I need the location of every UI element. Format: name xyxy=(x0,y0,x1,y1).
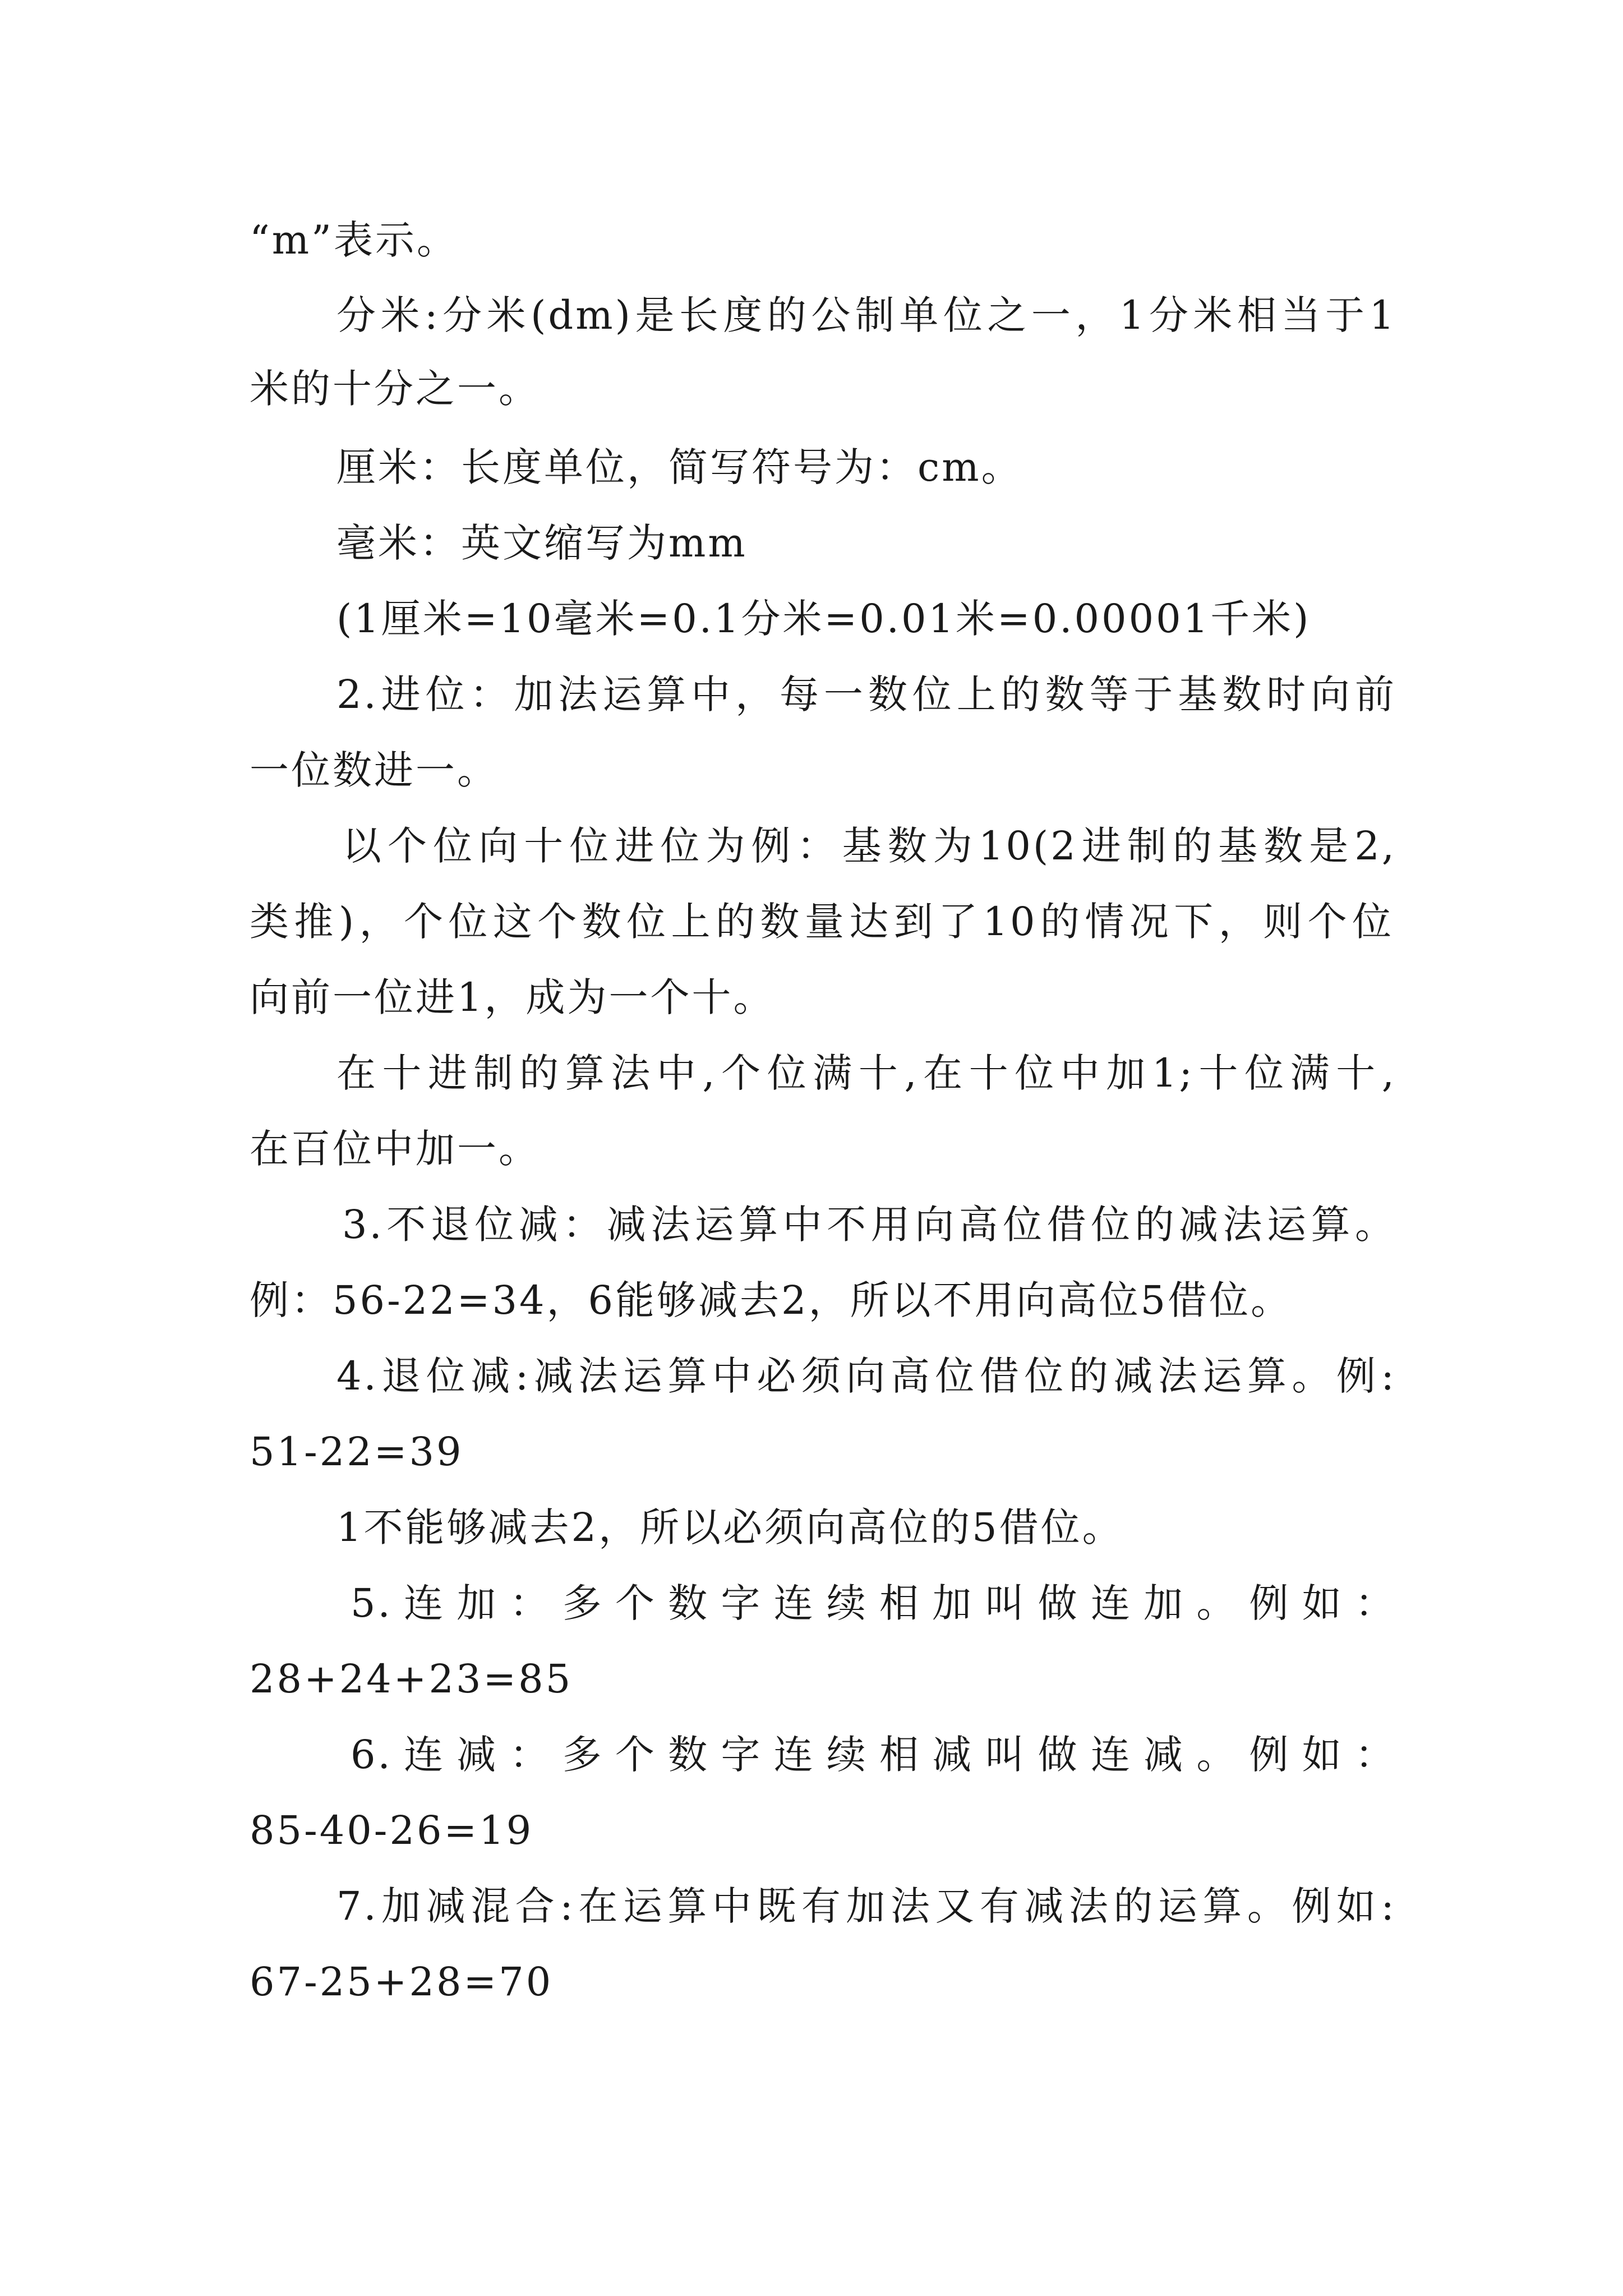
text-line: 5.连加：多个数字连续相加叫做连加。例如： xyxy=(351,1580,1396,1626)
text-line: 51-22=39 xyxy=(250,1429,464,1475)
text-line: 1不能够减去2，所以必须向高位的5借位。 xyxy=(336,1504,1124,1550)
text-line: 85-40-26=19 xyxy=(250,1807,534,1853)
text-line: 向前一位进1，成为一个十。 xyxy=(250,974,775,1020)
text-line: 7.加减混合:在运算中既有加法又有减法的运算。例如: xyxy=(336,1883,1396,1929)
text-line: 28+24+23=85 xyxy=(250,1656,573,1702)
text-line: (1厘米=10毫米=0.1分米=0.01米=0.00001千米) xyxy=(336,596,1311,642)
text-line: 例：56-22=34，6能够减去2，所以不用向高位5借位。 xyxy=(250,1277,1293,1323)
text-line: 米的十分之一。 xyxy=(250,366,540,412)
text-line: 2.进位：加法运算中，每一数位上的数等于基数时向前 xyxy=(336,671,1396,717)
text-line: 4.退位减:减法运算中必须向高位借位的减法运算。例: xyxy=(336,1353,1396,1399)
text-line: 在百位中加一。 xyxy=(250,1126,540,1172)
text-line: 厘米：长度单位，简写符号为：cm。 xyxy=(336,444,1023,490)
text-line: 毫米：英文缩写为mm xyxy=(336,520,748,566)
text-line: 6.连减：多个数字连续相减叫做连减。例如： xyxy=(351,1732,1396,1778)
text-line: 在十进制的算法中,个位满十,在十位中加1;十位满十, xyxy=(336,1050,1396,1096)
text-line: 以个位向十位进位为例：基数为10(2进制的基数是2, xyxy=(342,823,1396,869)
text-line: 3.不退位减：减法运算中不用向高位借位的减法运算。 xyxy=(342,1202,1396,1248)
text-line: 67-25+28=70 xyxy=(250,1959,554,2005)
text-line: 分米:分米(dm)是长度的公制单位之一，1分米相当于1 xyxy=(336,292,1396,338)
text-line: 类推)，个位这个数位上的数量达到了10的情况下，则个位 xyxy=(250,899,1394,945)
text-line: “m”表示。 xyxy=(250,217,458,263)
text-line: 一位数进一。 xyxy=(250,747,499,793)
